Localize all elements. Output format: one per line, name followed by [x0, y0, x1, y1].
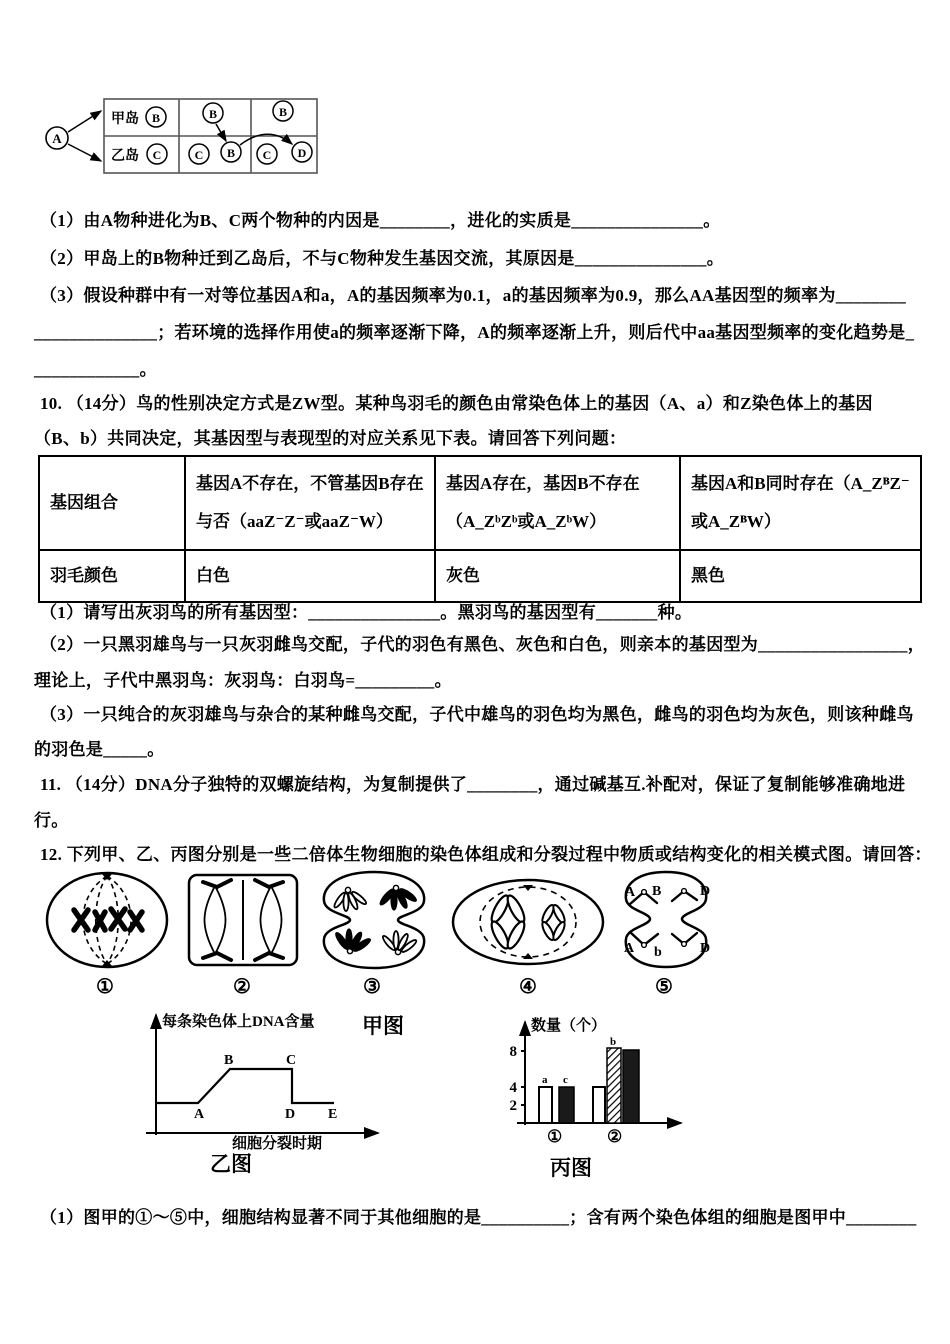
q11-line2: 行。 — [34, 811, 69, 830]
bar-group-1 — [539, 1074, 574, 1123]
arrow-a-to-jia — [68, 111, 101, 132]
island-jia-label: 甲岛 — [111, 112, 139, 127]
chromosome-small — [540, 904, 567, 942]
species-b: B — [278, 105, 288, 119]
allele-label: D — [700, 941, 711, 956]
species-b: B — [208, 107, 218, 121]
species-c: C — [262, 148, 272, 162]
bar-letter-b: b — [610, 1036, 617, 1048]
species-a-label: A — [52, 131, 62, 146]
bar-letter-c: c — [563, 1074, 568, 1086]
q9-part1: （1）由A物种进化为B、C两个物种的内因是________，进化的实质是_______________。 — [40, 211, 721, 230]
ytick-2: 2 — [509, 1098, 517, 1114]
allele-label: b — [654, 945, 662, 960]
allele-label: A — [624, 941, 635, 956]
chromosomes — [74, 909, 142, 930]
species-b: B — [226, 146, 236, 160]
q10-part2-line2: 理论上，子代中黑羽鸟：灰羽鸟：白羽鸟=_________。 — [34, 671, 452, 690]
group2-label: ② — [607, 1127, 623, 1146]
dna-content-line — [157, 1069, 334, 1103]
bar-letter-a: a — [542, 1074, 548, 1086]
arrow-a-to-yi — [68, 144, 101, 161]
chromosome-large — [489, 893, 528, 950]
cell-figure-2-label: ② — [233, 976, 251, 998]
q9-part3-line1: （3）假设种群中有一对等位基因A和a，A的基因频率为0.1，a的基因频率为0.9，那么AA基因型的频率为________ — [40, 286, 907, 305]
group1-label: ① — [547, 1127, 563, 1146]
hatched-bar — [607, 1048, 621, 1123]
point-b: B — [224, 1053, 234, 1068]
table-combo-white: 基因A不存在，不管基因B存在与否（aaZ⁻Z⁻或aaZ⁻W） — [185, 456, 435, 550]
point-d: D — [285, 1107, 296, 1122]
islands-evolution-diagram — [40, 86, 340, 186]
cell-figure-3 — [312, 868, 437, 973]
island-yi-label: 乙岛 — [111, 149, 139, 164]
count-bar-chart — [495, 1008, 695, 1146]
arrow-b-migration — [216, 124, 226, 141]
figure-yi-label: 乙图 — [210, 1152, 252, 1176]
x-axis-title: 细胞分裂时期 — [232, 1136, 323, 1150]
dividing-cell-outline — [626, 872, 706, 967]
row1-species — [146, 101, 293, 127]
q9-part3-line2: ______________；若环境的选择作用使a的频率逐渐下降，A的频率逐渐上升，则后代中aa基因型频率的变化趋势是_ — [34, 323, 915, 342]
cell-figure-5 — [612, 868, 720, 973]
table-header-feather-color: 羽毛颜色 — [39, 550, 185, 602]
q10-part2-line1: （2）一只黑羽雄鸟与一只灰羽雌鸟交配，子代的羽色有黑色、灰色和白色，则亲本的基因型为_________________， — [40, 635, 925, 654]
figure-jia-label: 甲图 — [362, 1014, 404, 1038]
ytick-8: 8 — [509, 1044, 517, 1060]
species-c: C — [152, 148, 162, 162]
cell-figure-1-label: ① — [96, 976, 114, 998]
y-axis-title: 每条染色体上DNA含量 — [162, 1014, 315, 1030]
genotype-phenotype-table — [38, 455, 922, 603]
point-a: A — [194, 1107, 205, 1122]
species-d: D — [297, 146, 307, 160]
table-header-gene-combo: 基因组合 — [39, 456, 185, 550]
dna-per-chromosome-line-chart — [122, 1005, 392, 1150]
q9-part3-line3: ____________。 — [34, 360, 157, 379]
y-axis-title: 数量（个） — [531, 1018, 607, 1034]
cell-figure-4-label: ④ — [519, 976, 537, 998]
q11-line1: 11. （14分）DNA分子独特的双螺旋结构，为复制提供了________，通过碱基互.补配对，保证了复制能够准确地进 — [40, 775, 906, 794]
q10-part3-line2: 的羽色是_____。 — [34, 740, 165, 759]
species-c: C — [194, 148, 204, 162]
cell-figure-4 — [448, 876, 608, 968]
black-bar — [623, 1050, 639, 1123]
table-combo-grey: 基因A存在，基因B不存在（A_ZᵇZᵇ或A_ZᵇW） — [435, 456, 680, 550]
allele-label: B — [652, 884, 662, 899]
allele-label: A — [625, 885, 636, 900]
figure-bing-label: 丙图 — [550, 1156, 592, 1180]
white-bar — [593, 1087, 605, 1123]
white-bar — [539, 1087, 552, 1123]
q12-stem: 12. 下列甲、乙、丙图分别是一些二倍体生物细胞的染色体组成和分裂过程中物质或结构变化的相关模式图。请回答： — [40, 845, 932, 864]
row2-species — [147, 142, 312, 164]
spindle-fibers — [83, 876, 131, 964]
chromosomes-top — [630, 891, 697, 904]
allele-label: D — [700, 884, 711, 899]
cell-figure-2 — [183, 870, 303, 970]
cell-figure-3-label: ③ — [363, 976, 381, 998]
point-e: E — [328, 1107, 338, 1122]
chromosome-clusters — [333, 885, 418, 954]
species-b: B — [151, 111, 161, 125]
q10-stem-line2: （B、b）共同决定，其基因型与表现型的对应关系见下表。请回答下列问题： — [34, 429, 627, 448]
q10-stem-line1: 10. （14分）鸟的性别决定方式是ZW型。某种鸟羽毛的颜色由常染色体上的基因（A、a）和Z染色体上的基因 — [40, 394, 873, 413]
dividing-cell-outline — [324, 872, 424, 968]
table-color-black: 黑色 — [680, 550, 921, 602]
table-color-grey: 灰色 — [435, 550, 680, 602]
q12-part1: （1）图甲的①～⑤中，细胞结构显著不同于其他细胞的是__________；含有两个染色体组的细胞是图甲中________ — [40, 1208, 917, 1227]
q10-part3-line1: （3）一只纯合的灰羽雄鸟与杂合的某种雌鸟交配，子代中雄鸟的羽色均为黑色，雌鸟的羽色均为灰色，则该种雌鸟 — [40, 705, 914, 724]
cell-figure-5-label: ⑤ — [655, 976, 673, 998]
point-c: C — [286, 1053, 297, 1068]
q10-part1: （1）请写出灰羽鸟的所有基因型：_______________。黑羽鸟的基因型有_______种。 — [40, 603, 693, 622]
black-bar — [559, 1087, 574, 1123]
table-combo-black: 基因A和B同时存在（A_ZᴮZ⁻或A_ZᴮW） — [680, 456, 921, 550]
cell-figure-1 — [42, 868, 172, 973]
table-color-white: 白色 — [185, 550, 435, 602]
q9-part2: （2）甲岛上的B物种迁到乙岛后，不与C物种发生基因交流，其原因是_______________。 — [40, 249, 725, 268]
bar-group-2 — [593, 1036, 639, 1123]
ytick-4: 4 — [509, 1080, 517, 1096]
